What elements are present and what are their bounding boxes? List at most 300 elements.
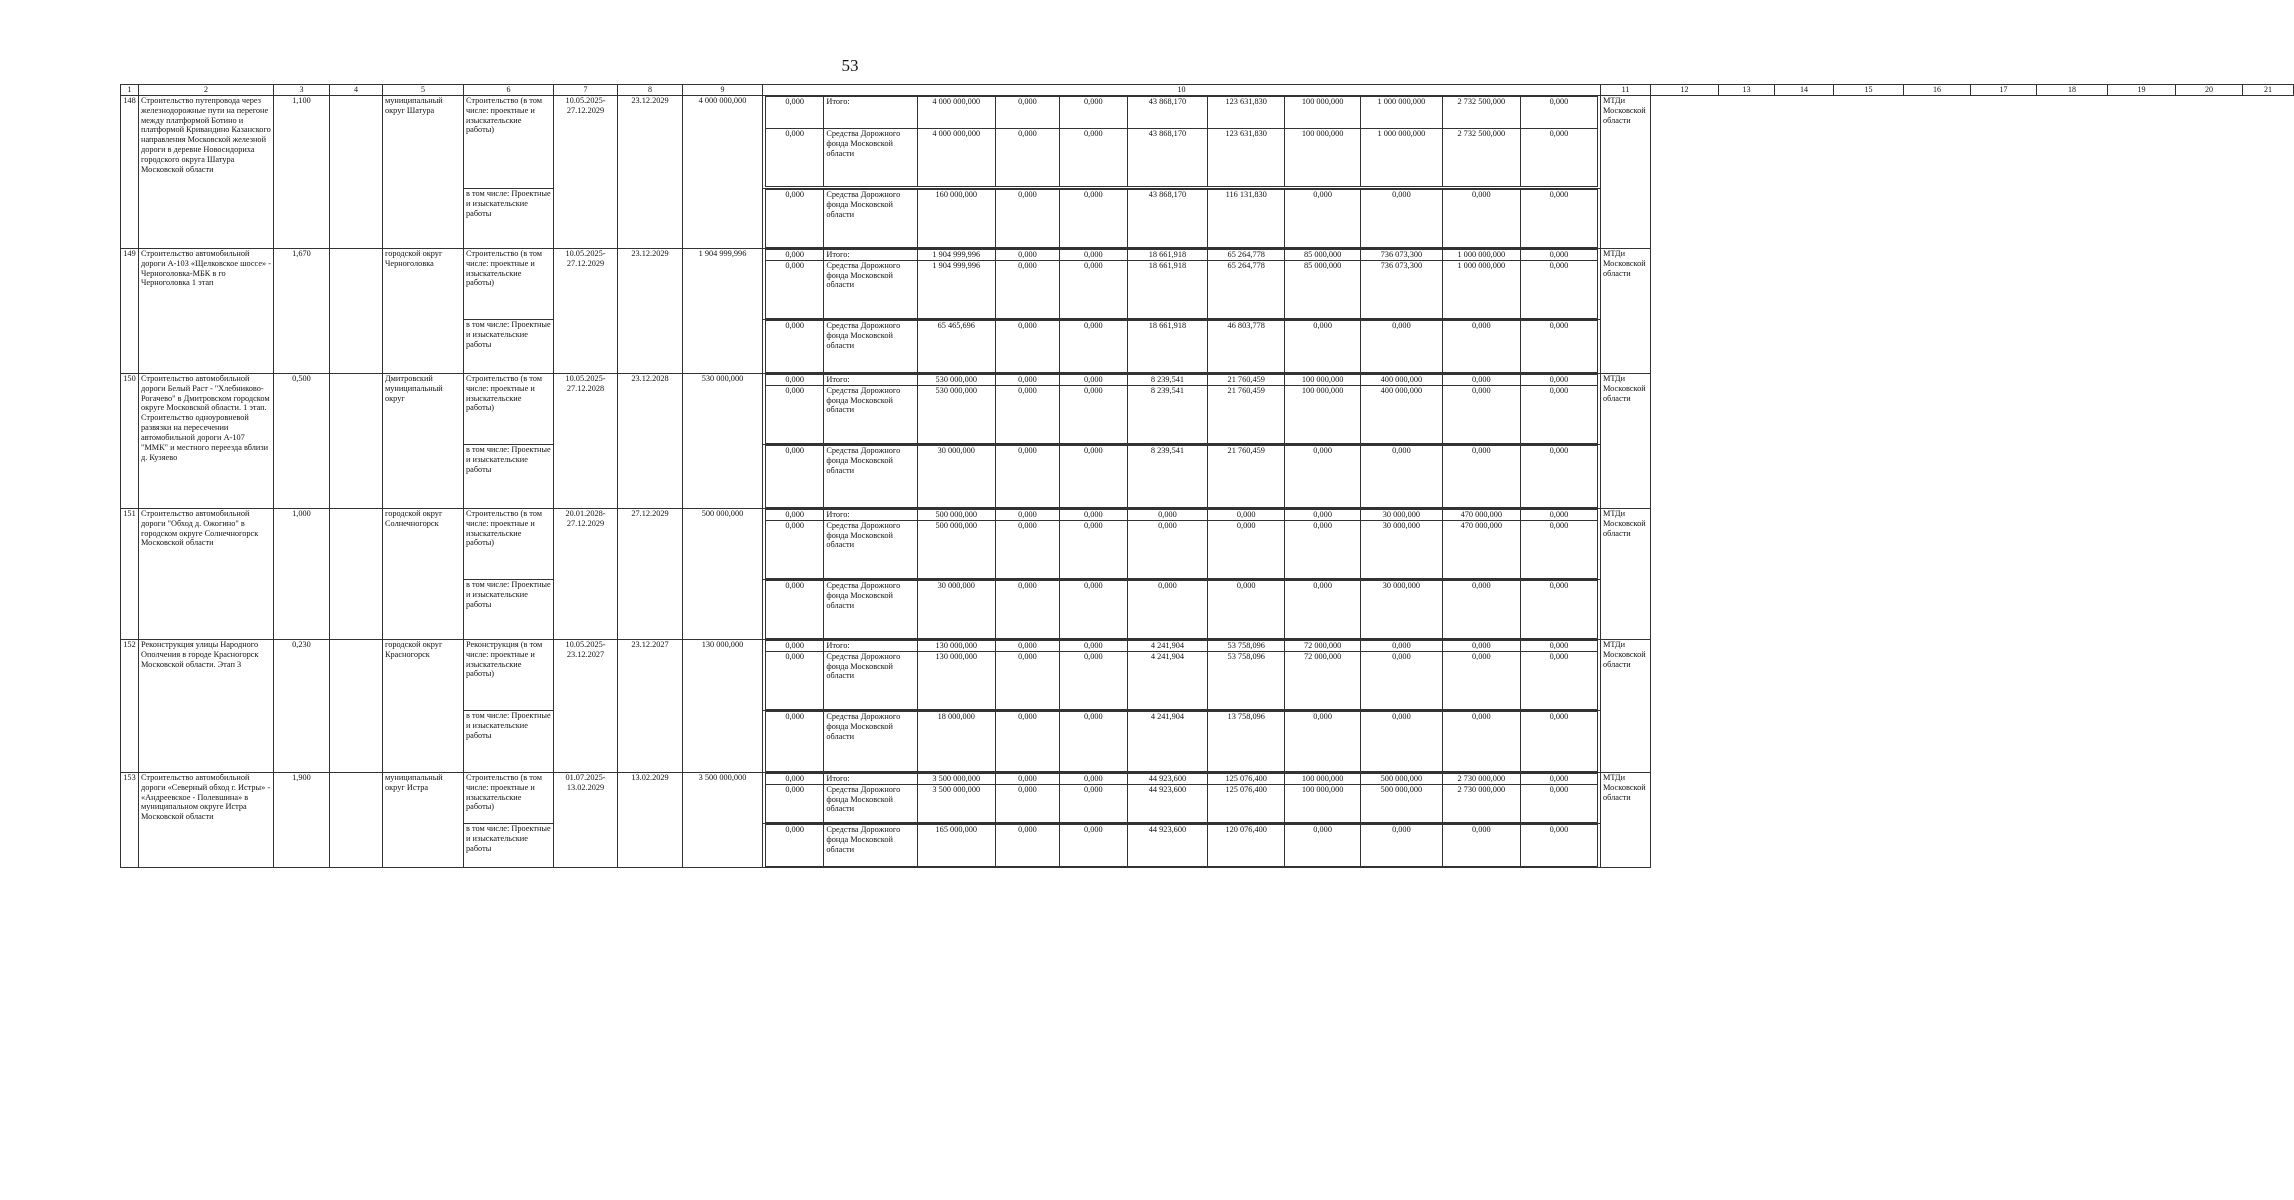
rec — [121, 772, 2294, 823]
y5: 0,000 — [1285, 711, 1361, 771]
num: 151 — [121, 508, 139, 639]
y3: 43 868,170 — [1127, 189, 1208, 247]
y5: 0,000 — [1285, 824, 1361, 866]
c1: 1 — [121, 85, 139, 96]
wk2: в том числе: Проектные и изыскательские работы — [464, 823, 554, 867]
ind: 0,000 — [766, 824, 824, 866]
nm: Реконструкция улицы Народного Ополчения в городе Красногорск Московской области. Этап 3 — [139, 639, 274, 772]
y1: 0,000 — [995, 189, 1059, 247]
end: 23.12.2029 — [618, 95, 683, 248]
y6: 500 000,000 — [1361, 773, 1443, 784]
fin — [763, 373, 1601, 444]
y5: 85 000,000 — [1285, 260, 1361, 318]
rec — [121, 95, 2294, 188]
dt: 10.05.2025-27.12.2029 — [554, 248, 618, 373]
y2: 0,000 — [1060, 640, 1128, 651]
mun: Дмитровский муниципальный округ — [383, 373, 464, 508]
resp: МТДи Московской области — [1601, 639, 1651, 772]
y4: 125 076,400 — [1208, 773, 1285, 784]
y1: 0,000 — [995, 651, 1059, 709]
y8: 0,000 — [1520, 96, 1597, 128]
y8: 0,000 — [1520, 509, 1597, 520]
y6: 0,000 — [1361, 824, 1443, 866]
y3: 4 241,904 — [1127, 640, 1208, 651]
rec — [121, 639, 2294, 710]
y6: 1 000 000,000 — [1361, 128, 1443, 186]
ind: 0,000 — [766, 580, 824, 638]
y5: 100 000,000 — [1285, 784, 1361, 822]
y8: 0,000 — [1520, 385, 1597, 443]
ind: 0,000 — [766, 651, 824, 709]
itm: Средства Дорожного фонда Московской области — [824, 445, 917, 507]
wk2: в том числе: Проектные и изыскательские работы — [464, 579, 554, 639]
fin — [763, 188, 1601, 248]
ind: 0,000 — [766, 773, 824, 784]
end: 13.02.2029 — [618, 772, 683, 867]
itm: Итого: — [824, 249, 917, 260]
ind: 0,000 — [766, 520, 824, 578]
y5: 100 000,000 — [1285, 385, 1361, 443]
y5: 72 000,000 — [1285, 640, 1361, 651]
tot: 500 000,000 — [917, 520, 995, 578]
c16: 16 — [1904, 85, 1971, 96]
y8: 0,000 — [1520, 189, 1597, 247]
y8: 0,000 — [1520, 711, 1597, 771]
num: 150 — [121, 373, 139, 508]
y3: 44 923,600 — [1127, 773, 1208, 784]
y2: 0,000 — [1060, 773, 1128, 784]
y5: 100 000,000 — [1285, 374, 1361, 385]
y3: 43 868,170 — [1127, 128, 1208, 186]
wk2: в том числе: Проектные и изыскательские работы — [464, 319, 554, 373]
nm: Строительство автомобильной дороги А-103 «Щелковское шоссе» - Черноголовка-МБК в го Черноголовка 1 этап — [139, 248, 274, 373]
fin — [763, 639, 1601, 710]
itm: Средства Дорожного фонда Московской области — [824, 784, 917, 822]
y6: 400 000,000 — [1361, 385, 1443, 443]
y7: 0,000 — [1442, 651, 1520, 709]
y5: 0,000 — [1285, 509, 1361, 520]
end: 23.12.2028 — [618, 373, 683, 508]
y4: 123 631,830 — [1208, 128, 1285, 186]
y2: 0,000 — [1060, 128, 1128, 186]
y6: 1 000 000,000 — [1361, 96, 1443, 128]
itm: Средства Дорожного фонда Московской области — [824, 711, 917, 771]
y6: 0,000 — [1361, 651, 1443, 709]
rec — [121, 508, 2294, 579]
nm: Строительство путепровода через железнодорожные пути на перегоне между платформой Ботино и платформой Кривандино Казанского направления Московской железной дороги в деревне Новосидориха городского округа Шатура Московской области — [139, 95, 274, 248]
tot: 1 904 999,996 — [917, 249, 995, 260]
y8: 0,000 — [1520, 249, 1597, 260]
y3: 0,000 — [1127, 509, 1208, 520]
resp: МТДи Московской области — [1601, 373, 1651, 508]
tot: 4 000 000,000 — [917, 128, 995, 186]
fin — [763, 508, 1601, 579]
y7: 2 730 000,000 — [1442, 784, 1520, 822]
num: 149 — [121, 248, 139, 373]
nm: Строительство автомобильной дороги Белый Раст - "Хлебниково-Рогачево" в Дмитровском городском округе Московской области. 1 этап. Строительство одноуровневой развязки на пересечении автомобильной дороги А-107 "ММК" и местного переезда вблизи д. Кузяево — [139, 373, 274, 508]
ind: 0,000 — [766, 189, 824, 247]
resp: МТДи Московской области — [1601, 95, 1651, 248]
y2: 0,000 — [1060, 96, 1128, 128]
fin — [763, 444, 1601, 508]
y7: 0,000 — [1442, 374, 1520, 385]
y8: 0,000 — [1520, 580, 1597, 638]
y7: 2 730 000,000 — [1442, 773, 1520, 784]
wk: Строительство (в том числе: проектные и изыскательские работы) — [464, 772, 554, 823]
y5: 72 000,000 — [1285, 651, 1361, 709]
itm: Итого: — [824, 96, 917, 128]
y2: 0,000 — [1060, 260, 1128, 318]
y3: 8 239,541 — [1127, 385, 1208, 443]
wk2: в том числе: Проектные и изыскательские работы — [464, 444, 554, 508]
c10: 10 — [763, 85, 1601, 96]
y1: 0,000 — [995, 374, 1059, 385]
y1: 0,000 — [995, 520, 1059, 578]
y1: 0,000 — [995, 320, 1059, 372]
y7: 1 000 000,000 — [1442, 249, 1520, 260]
num: 153 — [121, 772, 139, 867]
c5: 5 — [383, 85, 464, 96]
y6: 0,000 — [1361, 189, 1443, 247]
y1: 0,000 — [995, 260, 1059, 318]
tot: 3 500 000,000 — [917, 784, 995, 822]
c4 — [330, 772, 383, 867]
y2: 0,000 — [1060, 580, 1128, 638]
column-number-row — [121, 85, 2294, 96]
c4 — [330, 95, 383, 248]
y1: 0,000 — [995, 784, 1059, 822]
y3: 44 923,600 — [1127, 824, 1208, 866]
wk: Строительство (в том числе: проектные и изыскательские работы) — [464, 248, 554, 319]
y4: 0,000 — [1208, 520, 1285, 578]
ind: 0,000 — [766, 320, 824, 372]
c4 — [330, 508, 383, 639]
cst: 1 904 999,996 — [683, 248, 763, 373]
y7: 0,000 — [1442, 580, 1520, 638]
y4: 65 264,778 — [1208, 260, 1285, 318]
y5: 100 000,000 — [1285, 96, 1361, 128]
mun: муниципальный округ Истра — [383, 772, 464, 867]
page-number: 53 — [841, 56, 859, 75]
c9: 9 — [683, 85, 763, 96]
c12: 12 — [1651, 85, 1719, 96]
y4: 125 076,400 — [1208, 784, 1285, 822]
itm: Средства Дорожного фонда Московской области — [824, 128, 917, 186]
y7: 0,000 — [1442, 189, 1520, 247]
resp: МТДи Московской области — [1601, 508, 1651, 639]
fin — [763, 823, 1601, 867]
y5: 0,000 — [1285, 320, 1361, 372]
c4 — [330, 248, 383, 373]
dt: 20.01.2028-27.12.2029 — [554, 508, 618, 639]
mun: городской округ Черноголовка — [383, 248, 464, 373]
y2: 0,000 — [1060, 320, 1128, 372]
mun: городской округ Солнечногорск — [383, 508, 464, 639]
y6: 736 073,300 — [1361, 249, 1443, 260]
tot: 65 465,696 — [917, 320, 995, 372]
num: 152 — [121, 639, 139, 772]
program-table — [120, 84, 2294, 868]
c15: 15 — [1834, 85, 1904, 96]
y3: 18 661,918 — [1127, 320, 1208, 372]
wk: Строительство (в том числе: проектные и изыскательские работы) — [464, 95, 554, 188]
y1: 0,000 — [995, 824, 1059, 866]
tot: 3 500 000,000 — [917, 773, 995, 784]
y5: 0,000 — [1285, 520, 1361, 578]
ind: 0,000 — [766, 385, 824, 443]
y8: 0,000 — [1520, 784, 1597, 822]
y3: 18 661,918 — [1127, 260, 1208, 318]
cst: 500 000,000 — [683, 508, 763, 639]
rec — [121, 373, 2294, 444]
wk2: в том числе: Проектные и изыскательские работы — [464, 710, 554, 772]
num: 148 — [121, 95, 139, 248]
itm: Средства Дорожного фонда Московской области — [824, 651, 917, 709]
tot: 18 000,000 — [917, 711, 995, 771]
y2: 0,000 — [1060, 189, 1128, 247]
itm: Средства Дорожного фонда Московской области — [824, 260, 917, 318]
ind: 0,000 — [766, 640, 824, 651]
y7: 0,000 — [1442, 320, 1520, 372]
c4 — [330, 373, 383, 508]
y2: 0,000 — [1060, 784, 1128, 822]
c8: 8 — [618, 85, 683, 96]
tot: 530 000,000 — [917, 385, 995, 443]
fin — [763, 95, 1601, 188]
y4: 13 758,096 — [1208, 711, 1285, 771]
wk: Строительство (в том числе: проектные и изыскательские работы) — [464, 508, 554, 579]
y2: 0,000 — [1060, 824, 1128, 866]
y4: 65 264,778 — [1208, 249, 1285, 260]
ind: 0,000 — [766, 784, 824, 822]
cst: 4 000 000,000 — [683, 95, 763, 248]
cst: 3 500 000,000 — [683, 772, 763, 867]
wk: Строительство (в том числе: проектные и изыскательские работы) — [464, 373, 554, 444]
y5: 85 000,000 — [1285, 249, 1361, 260]
y7: 0,000 — [1442, 385, 1520, 443]
y1: 0,000 — [995, 385, 1059, 443]
y4: 53 758,096 — [1208, 651, 1285, 709]
c17: 17 — [1971, 85, 2037, 96]
dt: 01.07.2025-13.02.2029 — [554, 772, 618, 867]
rec — [121, 248, 2294, 319]
y1: 0,000 — [995, 509, 1059, 520]
y2: 0,000 — [1060, 651, 1128, 709]
y8: 0,000 — [1520, 445, 1597, 507]
tot: 1 904 999,996 — [917, 260, 995, 318]
ind: 0,000 — [766, 374, 824, 385]
fin — [763, 772, 1601, 823]
c19: 19 — [2108, 85, 2176, 96]
y6: 30 000,000 — [1361, 520, 1443, 578]
y3: 18 661,918 — [1127, 249, 1208, 260]
c21: 21 — [2243, 85, 2294, 96]
y8: 0,000 — [1520, 320, 1597, 372]
y5: 0,000 — [1285, 189, 1361, 247]
nm: Строительство автомобильной дороги "Обход д. Ожогино" в городском округе Солнечногорск Московской области — [139, 508, 274, 639]
y8: 0,000 — [1520, 260, 1597, 318]
y1: 0,000 — [995, 128, 1059, 186]
tot: 130 000,000 — [917, 640, 995, 651]
itm: Средства Дорожного фонда Московской области — [824, 385, 917, 443]
end: 23.12.2027 — [618, 639, 683, 772]
y1: 0,000 — [995, 96, 1059, 128]
len: 0,230 — [274, 639, 330, 772]
tot: 500 000,000 — [917, 509, 995, 520]
fin — [763, 319, 1601, 373]
y3: 0,000 — [1127, 580, 1208, 638]
itm: Итого: — [824, 374, 917, 385]
y5: 100 000,000 — [1285, 773, 1361, 784]
wk2: в том числе: Проектные и изыскательские работы — [464, 188, 554, 248]
ind: 0,000 — [766, 128, 824, 186]
c11: 11 — [1601, 85, 1651, 96]
y1: 0,000 — [995, 249, 1059, 260]
end: 23.12.2029 — [618, 248, 683, 373]
nm: Строительство автомобильной дороги «Северный обход г. Истры» - «Андреевское - Полевшина» в муниципальном округе Истра Московской области — [139, 772, 274, 867]
c7: 7 — [554, 85, 618, 96]
ind: 0,000 — [766, 249, 824, 260]
y8: 0,000 — [1520, 520, 1597, 578]
itm: Средства Дорожного фонда Московской области — [824, 320, 917, 372]
tot: 165 000,000 — [917, 824, 995, 866]
y3: 8 239,541 — [1127, 374, 1208, 385]
ind: 0,000 — [766, 711, 824, 771]
y4: 21 760,459 — [1208, 445, 1285, 507]
y6: 30 000,000 — [1361, 580, 1443, 638]
y2: 0,000 — [1060, 520, 1128, 578]
y8: 0,000 — [1520, 128, 1597, 186]
y7: 0,000 — [1442, 711, 1520, 771]
y1: 0,000 — [995, 580, 1059, 638]
y5: 0,000 — [1285, 445, 1361, 507]
c13: 13 — [1719, 85, 1775, 96]
itm: Средства Дорожного фонда Московской области — [824, 520, 917, 578]
y1: 0,000 — [995, 445, 1059, 507]
y4: 46 803,778 — [1208, 320, 1285, 372]
y8: 0,000 — [1520, 824, 1597, 866]
y4: 0,000 — [1208, 580, 1285, 638]
y1: 0,000 — [995, 711, 1059, 771]
y7: 0,000 — [1442, 445, 1520, 507]
c3: 3 — [274, 85, 330, 96]
y3: 44 923,600 — [1127, 784, 1208, 822]
y2: 0,000 — [1060, 711, 1128, 771]
tot: 30 000,000 — [917, 445, 995, 507]
cst: 530 000,000 — [683, 373, 763, 508]
fin — [763, 710, 1601, 772]
itm: Итого: — [824, 640, 917, 651]
y3: 4 241,904 — [1127, 651, 1208, 709]
dt: 10.05.2025-27.12.2029 — [554, 95, 618, 248]
c18: 18 — [2037, 85, 2108, 96]
len: 1,100 — [274, 95, 330, 248]
y8: 0,000 — [1520, 773, 1597, 784]
y2: 0,000 — [1060, 445, 1128, 507]
y1: 0,000 — [995, 773, 1059, 784]
y6: 500 000,000 — [1361, 784, 1443, 822]
y2: 0,000 — [1060, 509, 1128, 520]
tot: 4 000 000,000 — [917, 96, 995, 128]
y2: 0,000 — [1060, 374, 1128, 385]
y8: 0,000 — [1520, 374, 1597, 385]
y7: 470 000,000 — [1442, 509, 1520, 520]
y7: 2 732 500,000 — [1442, 96, 1520, 128]
wk: Реконструкция (в том числе: проектные и изыскательские работы) — [464, 639, 554, 710]
itm: Итого: — [824, 509, 917, 520]
itm: Итого: — [824, 773, 917, 784]
y6: 0,000 — [1361, 445, 1443, 507]
len: 0,500 — [274, 373, 330, 508]
y6: 736 073,300 — [1361, 260, 1443, 318]
y7: 0,000 — [1442, 824, 1520, 866]
c2: 2 — [139, 85, 274, 96]
y7: 2 732 500,000 — [1442, 128, 1520, 186]
len: 1,900 — [274, 772, 330, 867]
dt: 10.05.2025-23.12.2027 — [554, 639, 618, 772]
y2: 0,000 — [1060, 249, 1128, 260]
resp: МТДи Московской области — [1601, 248, 1651, 373]
len: 1,000 — [274, 508, 330, 639]
fin — [763, 579, 1601, 639]
y4: 123 631,830 — [1208, 96, 1285, 128]
y3: 43 868,170 — [1127, 96, 1208, 128]
c14: 14 — [1775, 85, 1834, 96]
resp: МТДи Московской области — [1601, 772, 1651, 867]
y8: 0,000 — [1520, 640, 1597, 651]
y8: 0,000 — [1520, 651, 1597, 709]
len: 1,670 — [274, 248, 330, 373]
mun: муниципальный округ Шатура — [383, 95, 464, 248]
y6: 30 000,000 — [1361, 509, 1443, 520]
ind: 0,000 — [766, 260, 824, 318]
fin — [763, 248, 1601, 319]
y6: 0,000 — [1361, 320, 1443, 372]
mun: городской округ Красногорск — [383, 639, 464, 772]
tot: 530 000,000 — [917, 374, 995, 385]
y3: 4 241,904 — [1127, 711, 1208, 771]
tot: 30 000,000 — [917, 580, 995, 638]
y4: 120 076,400 — [1208, 824, 1285, 866]
y7: 1 000 000,000 — [1442, 260, 1520, 318]
tot: 130 000,000 — [917, 651, 995, 709]
itm: Средства Дорожного фонда Московской области — [824, 824, 917, 866]
y1: 0,000 — [995, 640, 1059, 651]
c4 — [330, 639, 383, 772]
y6: 0,000 — [1361, 640, 1443, 651]
dt: 10.05.2025-27.12.2028 — [554, 373, 618, 508]
tot: 160 000,000 — [917, 189, 995, 247]
ind: 0,000 — [766, 509, 824, 520]
y3: 8 239,541 — [1127, 445, 1208, 507]
c6: 6 — [464, 85, 554, 96]
y4: 116 131,830 — [1208, 189, 1285, 247]
y4: 21 760,459 — [1208, 374, 1285, 385]
itm: Средства Дорожного фонда Московской области — [824, 580, 917, 638]
y6: 0,000 — [1361, 711, 1443, 771]
y3: 0,000 — [1127, 520, 1208, 578]
itm: Средства Дорожного фонда Московской области — [824, 189, 917, 247]
cst: 130 000,000 — [683, 639, 763, 772]
y5: 100 000,000 — [1285, 128, 1361, 186]
y7: 0,000 — [1442, 640, 1520, 651]
end: 27.12.2029 — [618, 508, 683, 639]
y6: 400 000,000 — [1361, 374, 1443, 385]
y7: 470 000,000 — [1442, 520, 1520, 578]
y4: 21 760,459 — [1208, 385, 1285, 443]
y2: 0,000 — [1060, 385, 1128, 443]
c20: 20 — [2176, 85, 2243, 96]
